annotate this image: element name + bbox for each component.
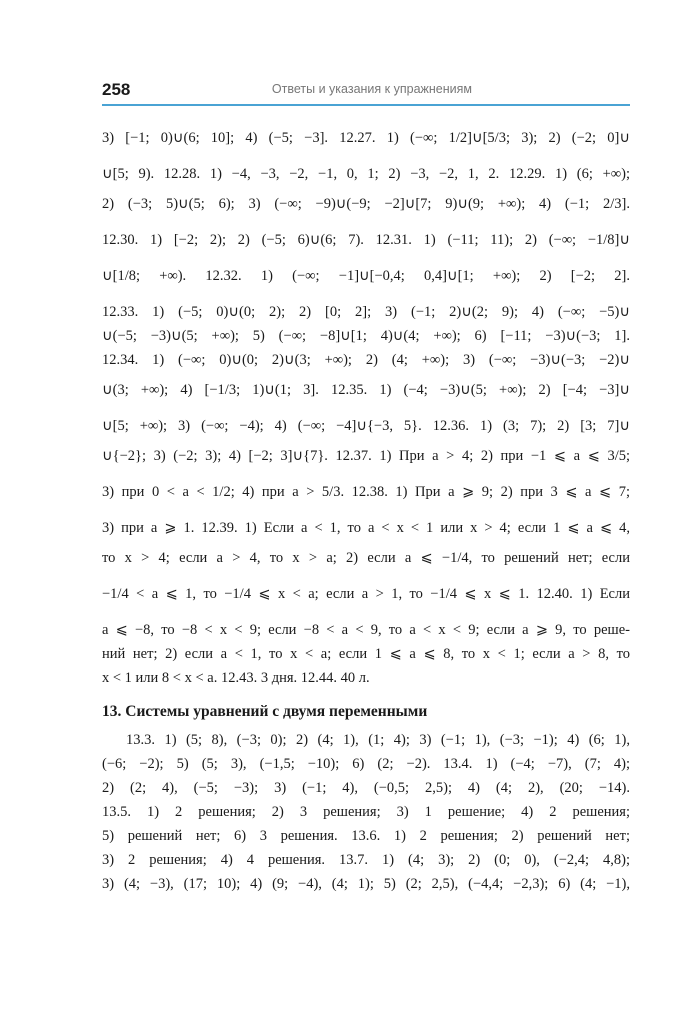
answer-line: ∪(3; +∞); 4) [−1/3; 1)∪(1; 3]. 12.35. 1) (−4; −3)∪(5; +∞); 2) [−4; −3]∪: [102, 382, 630, 398]
answer-line: то x > 4; если a > 4, то x > a; 2) если a ⩽ −1/4, то решений нет; если: [102, 550, 630, 566]
answers-text: [102, 128, 630, 898]
answer-line: ∪(−5; −3)∪(5; +∞); 5) (−∞; −8]∪[1; 4)∪(4; +∞); 6) [−11; −3)∪(−3; 1].: [102, 328, 630, 344]
answer-line: 5) решений нет; 6) 3 решения. 13.6. 1) 2 решения; 2) решений нет;: [102, 828, 630, 844]
answer-line: (−6; −2); 5) (5; 3), (−1,5; −10); 6) (2; −2). 13.4. 1) (−4; −7), (7; 4);: [102, 756, 630, 772]
section-heading: 13. Системы уравнений с двумя переменными: [102, 703, 428, 720]
header-divider: [102, 104, 630, 106]
answer-line: 3) 2 решения; 4) 4 решения. 13.7. 1) (4; 3); 2) (0; 0), (−2,4; 4,8);: [102, 852, 630, 868]
answer-line: ∪[5; +∞); 3) (−∞; −4); 4) (−∞; −4]∪{−3, 5}. 12.36. 1) (3; 7); 2) [3; 7]∪: [102, 418, 630, 434]
answer-line: a ⩽ −8, то −8 < x < 9; если −8 < a < 9, то a < x < 9; если a ⩾ 9, то реше-: [102, 622, 630, 638]
answer-line: ний нет; 2) если a < 1, то x < a; если 1 ⩽ a ⩽ 8, то x < 1; если a > 8, то: [102, 646, 630, 662]
answer-line: 3) при 0 < a < 1/2; 4) при a > 5/3. 12.38. 1) При a ⩾ 9; 2) при 3 ⩽ a ⩽ 7;: [102, 484, 630, 500]
answer-line: 2) (2; 4), (−5; −3); 3) (−1; 4), (−0,5; 2,5); 4) (4; 2), (20; −14).: [102, 780, 630, 796]
answer-line: 12.34. 1) (−∞; 0)∪(0; 2)∪(3; +∞); 2) (4; +∞); 3) (−∞; −3)∪(−3; −2)∪: [102, 352, 630, 368]
answer-line: 13.3. 1) (5; 8), (−3; 0); 2) (4; 1), (1; 4); 3) (−1; 1), (−3; −1); 4) (6; 1),: [126, 732, 630, 748]
running-title: Ответы и указания к упражнениям: [271, 82, 472, 96]
answer-line: 2) (−3; 5)∪(5; 6); 3) (−∞; −9)∪(−9; −2]∪[7; 9)∪(9; +∞); 4) (−1; 2/3].: [102, 196, 630, 212]
answer-line: −1/4 < a ⩽ 1, то −1/4 ⩽ x < a; если a > 1, то −1/4 ⩽ x ⩽ 1. 12.40. 1) Если: [102, 586, 630, 602]
answer-line: x < 1 или 8 < x < a. 12.43. 3 дня. 12.44. 40 л.: [102, 670, 370, 686]
answer-line: 12.33. 1) (−5; 0)∪(0; 2); 2) [0; 2]; 3) (−1; 2)∪(2; 9); 4) (−∞; −5)∪: [102, 304, 630, 320]
answer-line: ∪[5; 9). 12.28. 1) −4, −3, −2, −1, 0, 1; 2) −3, −2, 1, 2. 12.29. 1) (6; +∞);: [102, 166, 630, 182]
answer-line: ∪{−2}; 3) (−2; 3); 4) [−2; 3]∪{7}. 12.37. 1) При a > 4; 2) при −1 ⩽ a ⩽ 3/5;: [102, 448, 630, 464]
answer-line: 3) (4; −3), (17; 10); 4) (9; −4), (4; 1); 5) (2; 2,5), (−4,4; −2,3); 6) (4; −1),: [102, 876, 630, 892]
answer-line: ∪[1/8; +∞). 12.32. 1) (−∞; −1]∪[−0,4; 0,4]∪[1; +∞); 2) [−2; 2].: [102, 268, 630, 284]
answer-line: 3) [−1; 0)∪(6; 10]; 4) (−5; −3]. 12.27. 1) (−∞; 1/2]∪[5/3; 3); 2) (−2; 0]∪: [102, 130, 630, 146]
answer-line: 13.5. 1) 2 решения; 2) 3 решения; 3) 1 решение; 4) 2 решения;: [102, 804, 630, 820]
page-number: 258: [102, 80, 131, 99]
answer-line: 3) при a ⩾ 1. 12.39. 1) Если a < 1, то a < x < 1 или x > 4; если 1 ⩽ a ⩽ 4,: [102, 520, 630, 536]
answer-line: 12.30. 1) [−2; 2); 2) (−5; 6)∪(6; 7). 12.31. 1) (−11; 11); 2) (−∞; −1/8]∪: [102, 232, 630, 248]
page-header: [102, 80, 628, 106]
